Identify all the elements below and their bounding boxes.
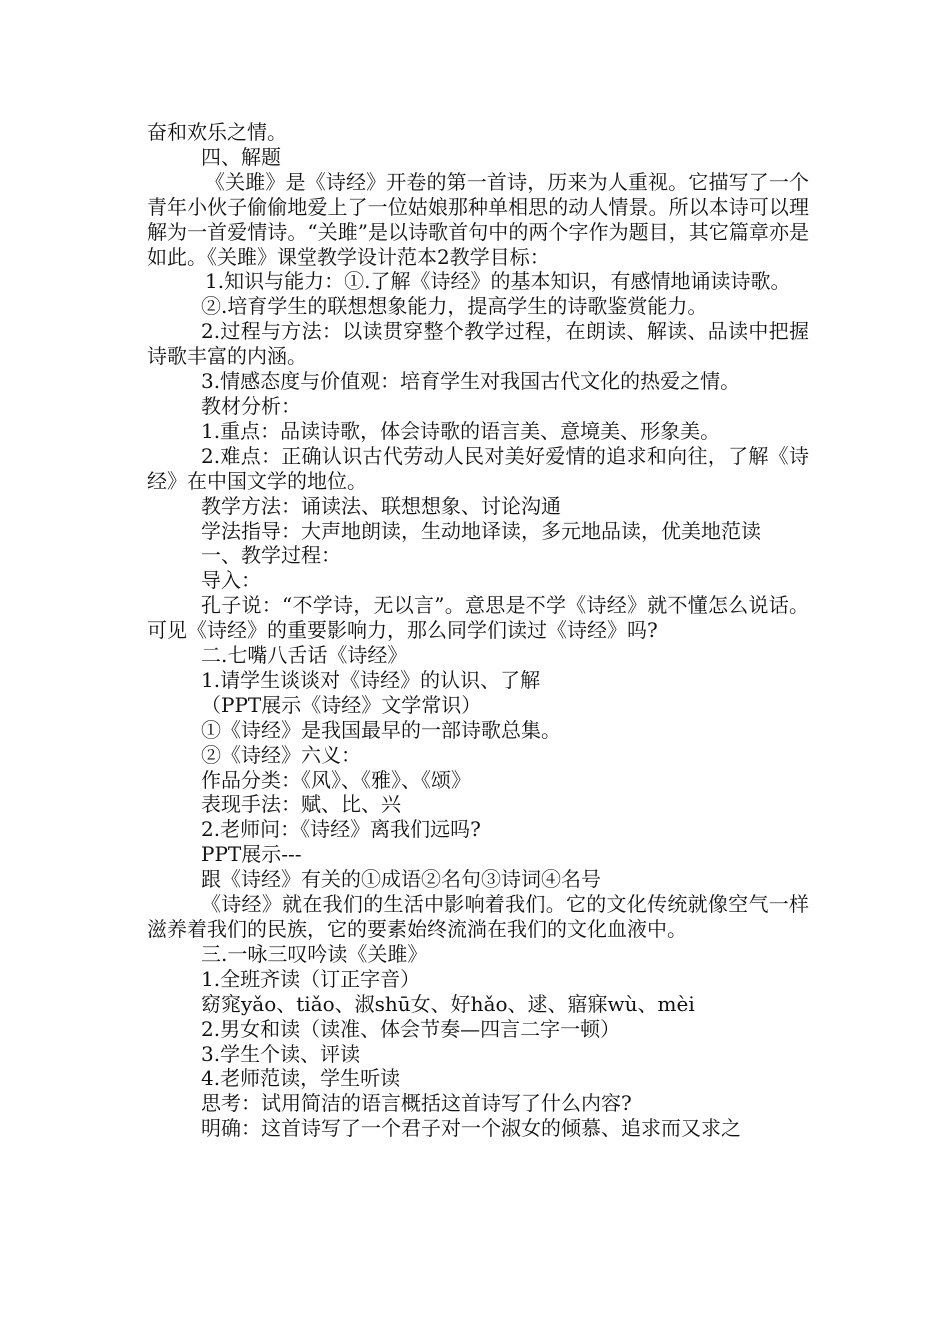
paragraph: ①《诗经》是我国最早的一部诗歌总集。 xyxy=(201,717,561,742)
paragraph: 1.请学生谈谈对《诗经》的认识、了解 xyxy=(201,667,541,692)
paragraph: 窈窕yǎo、tiǎo、淑shū女、好hǎo、逑、寤寐wù、mèi xyxy=(201,991,695,1016)
paragraph: 3.情感态度与价值观：培育学生对我国古代文化的热爱之情。 xyxy=(201,369,741,394)
section-heading: 一、教学过程： xyxy=(201,543,341,568)
paragraph: 跟《诗经》有关的①成语②名句③诗词④名号 xyxy=(201,867,601,892)
paragraph: 导入： xyxy=(201,568,261,593)
section-heading: 四、解题 xyxy=(201,144,281,169)
paragraph: 思考：试用简洁的语言概括这首诗写了什么内容? xyxy=(201,1091,632,1116)
paragraph: 表现手法：赋、比、兴 xyxy=(201,792,401,817)
paragraph: 4.老师范读，学生听读 xyxy=(201,1066,401,1091)
section-heading: 二.七嘴八舌话《诗经》 xyxy=(201,643,408,668)
paragraph: 2.难点：正确认识古代劳动人民对美好爱情的追求和向往，了解《诗经》在中国文学的地位。 xyxy=(147,443,809,493)
paragraph: 3.学生个读、评读 xyxy=(201,1041,361,1066)
paragraph: 《关雎》是《诗经》开卷的第一首诗，历来为人重视。它描写了一个青年小伙子偷偷地爱上了一位姑娘那种单相思的动人情景。所以本诗可以理解为一首爱情诗。“关雎”是以诗歌首句中的两个字作为题目，其它篇章亦是如此。《关雎》课堂教学设计范本2教学目标： xyxy=(147,169,809,269)
section-heading: 教材分析： xyxy=(201,393,301,418)
paragraph: 学法指导：大声地朗读，生动地译读，多元地品读，优美地范读 xyxy=(201,518,761,543)
paragraph: 明确：这首诗写了一个君子对一个淑女的倾慕、追求而又求之 xyxy=(201,1116,741,1141)
paragraph: 1.知识与能力：①.了解《诗经》的基本知识，有感情地诵读诗歌。 xyxy=(205,269,791,294)
paragraph: （PPT展示《诗经》文学常识） xyxy=(201,692,482,717)
paragraph: 教学方法：诵读法、联想想象、讨论沟通 xyxy=(201,493,561,518)
paragraph: 作品分类：《风》、《雅》、《颂》 xyxy=(201,767,471,792)
paragraph: ②《诗经》六义： xyxy=(201,742,361,767)
paragraph: 孔子说：“不学诗，无以言”。意思是不学《诗经》就不懂怎么说话。可见《诗经》的重要影响力，那么同学们读过《诗经》吗? xyxy=(147,593,809,643)
section-heading: 三.一咏三叹吟读《关雎》 xyxy=(201,941,428,966)
paragraph: 奋和欢乐之情。 xyxy=(147,120,287,144)
paragraph: 1.全班齐读（订正字音） xyxy=(201,966,421,991)
paragraph: PPT展示--- xyxy=(201,842,302,867)
paragraph: 2.老师问：《诗经》离我们远吗? xyxy=(201,817,481,842)
paragraph: 2.男女和读（读准、体会节奏—四言二字一顿） xyxy=(201,1016,621,1041)
paragraph: 1.重点：品读诗歌，体会诗歌的语言美、意境美、形象美。 xyxy=(201,418,721,443)
document-body xyxy=(147,120,809,1141)
paragraph: 《诗经》就在我们的生活中影响着我们。它的文化传统就像空气一样滋养着我们的民族，它的要素始终流淌在我们的文化血液中。 xyxy=(147,892,809,941)
paragraph: ②.培育学生的联想想象能力，提高学生的诗歌鉴赏能力。 xyxy=(201,294,708,319)
paragraph: 2.过程与方法：以读贯穿整个教学过程，在朗读、解读、品读中把握诗歌丰富的内涵。 xyxy=(147,319,809,369)
